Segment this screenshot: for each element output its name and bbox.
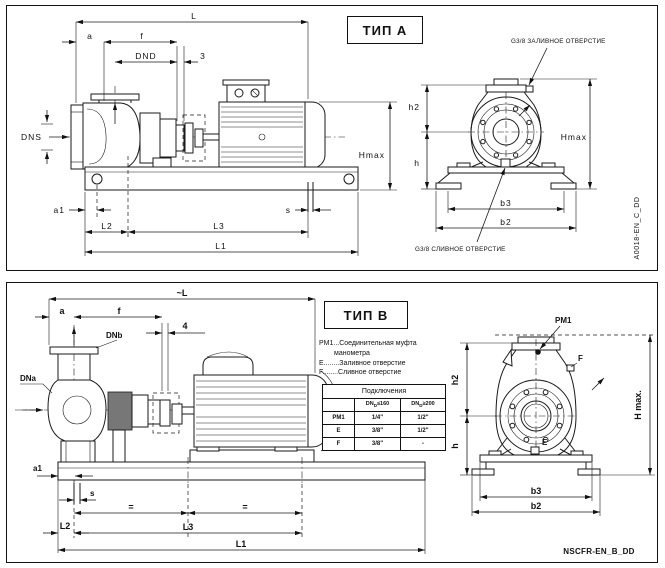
dim-dns: DNS xyxy=(21,132,42,142)
dim-hmax: H max. xyxy=(633,390,643,420)
coupling xyxy=(160,400,170,426)
table-col-dn200: $DN_D\ge 200$ xyxy=(401,399,446,412)
table-row xyxy=(323,438,446,451)
port-legend xyxy=(319,339,417,378)
type-b-title: ТИП B xyxy=(343,307,389,323)
suction-flange xyxy=(71,105,83,169)
panel-type-a xyxy=(6,5,658,271)
dim-b3: b3 xyxy=(530,486,542,496)
terminal-box-lid xyxy=(223,80,269,85)
type-b-title-box xyxy=(324,301,408,329)
drain-plug xyxy=(501,159,510,167)
dim-a1: a1 xyxy=(33,464,42,473)
e-fill-plug xyxy=(531,447,539,454)
doc-code-b: NSCFR-EN_B_DD xyxy=(563,547,635,556)
label-dnb: DNb xyxy=(106,331,123,340)
casing-cover xyxy=(140,113,160,163)
dim-b2: b2 xyxy=(500,217,512,227)
dim-eq1: = xyxy=(128,502,134,512)
dim-L3: L3 xyxy=(182,522,194,532)
type-a-title: ТИП A xyxy=(362,22,408,38)
dim-a1: a1 xyxy=(53,205,65,215)
dim-hmax-end: Hmax xyxy=(560,132,587,142)
dim-eq2: = xyxy=(242,502,248,512)
dim-4: 4 xyxy=(182,321,188,331)
discharge-flange xyxy=(91,94,139,100)
legend-line-f: F........Сливное отверстие xyxy=(319,369,402,377)
pump-side-view-a xyxy=(63,80,358,212)
support-foot xyxy=(153,158,171,167)
dim-L1: L1 xyxy=(235,539,247,549)
connections-table xyxy=(322,384,446,451)
dim-h: h xyxy=(414,158,420,168)
legend-line-pm1b: манометра xyxy=(334,349,370,357)
dim-h2: h2 xyxy=(450,374,460,386)
dim-h2: h2 xyxy=(408,102,420,112)
dim-a: a xyxy=(59,306,65,316)
fill-leader xyxy=(529,48,547,85)
baseplate xyxy=(58,462,425,480)
pump-end-view-a xyxy=(436,79,576,189)
base-top xyxy=(480,455,592,462)
drain-port-label: G3/8 СЛИВНОЕ ОТВЕРСТИЕ xyxy=(415,246,506,253)
casing-rib xyxy=(503,350,512,366)
doc-code-a: A0018-EN_C_DD xyxy=(634,196,641,260)
panel-type-b xyxy=(6,282,658,563)
base-foot xyxy=(436,183,461,189)
type-a-title-box xyxy=(347,16,423,44)
label-dna: DNa xyxy=(20,374,37,383)
motor-body xyxy=(194,375,308,447)
dim-s: s xyxy=(90,489,95,498)
dim-b2: b2 xyxy=(530,501,542,511)
row-e-name: E xyxy=(323,425,355,438)
table-row xyxy=(323,425,446,438)
dim-hmax-side: Hmax xyxy=(358,150,385,160)
table-title: Подключения xyxy=(323,385,446,399)
support-foot xyxy=(113,430,125,462)
volute-casing xyxy=(83,103,140,169)
motor-pedestal xyxy=(190,450,314,462)
coupling xyxy=(185,123,193,153)
discharge-flange xyxy=(50,347,98,354)
base-foot xyxy=(578,469,600,475)
row-f-v1: 3/8" xyxy=(355,438,401,451)
row-pm1-v2: 1/2" xyxy=(401,412,446,425)
dim-f: f xyxy=(117,306,121,316)
baseplate xyxy=(85,167,358,190)
row-pm1-v1: 1/4" xyxy=(355,412,401,425)
dim-L: L xyxy=(191,11,197,21)
seal-housing xyxy=(108,392,132,430)
fill-port-label: G3/8 ЗАЛИВНОЕ ОТВЕРСТИЕ xyxy=(511,38,606,45)
rotation-arrow xyxy=(592,378,604,390)
dim-L2: L2 xyxy=(59,521,71,531)
terminal-box xyxy=(203,357,253,375)
dim-L3: L3 xyxy=(213,221,225,231)
shaft xyxy=(203,134,219,140)
row-f-name: F xyxy=(323,438,355,451)
base-top xyxy=(448,167,564,173)
legend-line-pm1: PM1...Соединительная муфта xyxy=(319,340,417,347)
dim-L: ~L xyxy=(176,288,188,298)
dim-dnd: DND xyxy=(135,51,157,61)
base-foot xyxy=(551,183,576,189)
top-flange xyxy=(486,85,526,92)
dim-L2: L2 xyxy=(101,221,113,231)
legend-line-e: E........Заливное отверстие xyxy=(319,359,406,367)
dim-h: h xyxy=(450,443,460,449)
row-f-v2: - xyxy=(401,438,446,451)
label-e-port: E xyxy=(542,438,548,447)
dim-b3: b3 xyxy=(500,198,512,208)
type-a-drawing xyxy=(7,6,657,269)
label-pm1: PM1 xyxy=(555,316,572,325)
bearing-bracket xyxy=(132,395,148,427)
pm1-plug xyxy=(535,349,541,355)
base-foot xyxy=(472,469,494,475)
table-corner-cell xyxy=(323,399,355,412)
table-col-dn160: $DN_D\le 160$ xyxy=(355,399,401,412)
row-e-v2: 1/2" xyxy=(401,425,446,438)
dim-3: 3 xyxy=(200,51,206,61)
table-row xyxy=(323,412,446,425)
bearing-bracket xyxy=(160,119,176,157)
motor-fan-cover xyxy=(305,102,325,168)
pump-end-view-b xyxy=(472,335,653,475)
dim-s: s xyxy=(285,205,291,215)
fill-plug xyxy=(526,86,533,92)
dim-a: a xyxy=(87,31,93,41)
label-f-port: F xyxy=(578,354,583,363)
volute-casing xyxy=(48,380,106,441)
row-e-v1: 3/8" xyxy=(355,425,401,438)
dim-L1: L1 xyxy=(215,241,227,251)
dim-f: f xyxy=(140,31,144,41)
row-pm1-name: PM1 xyxy=(323,412,355,425)
